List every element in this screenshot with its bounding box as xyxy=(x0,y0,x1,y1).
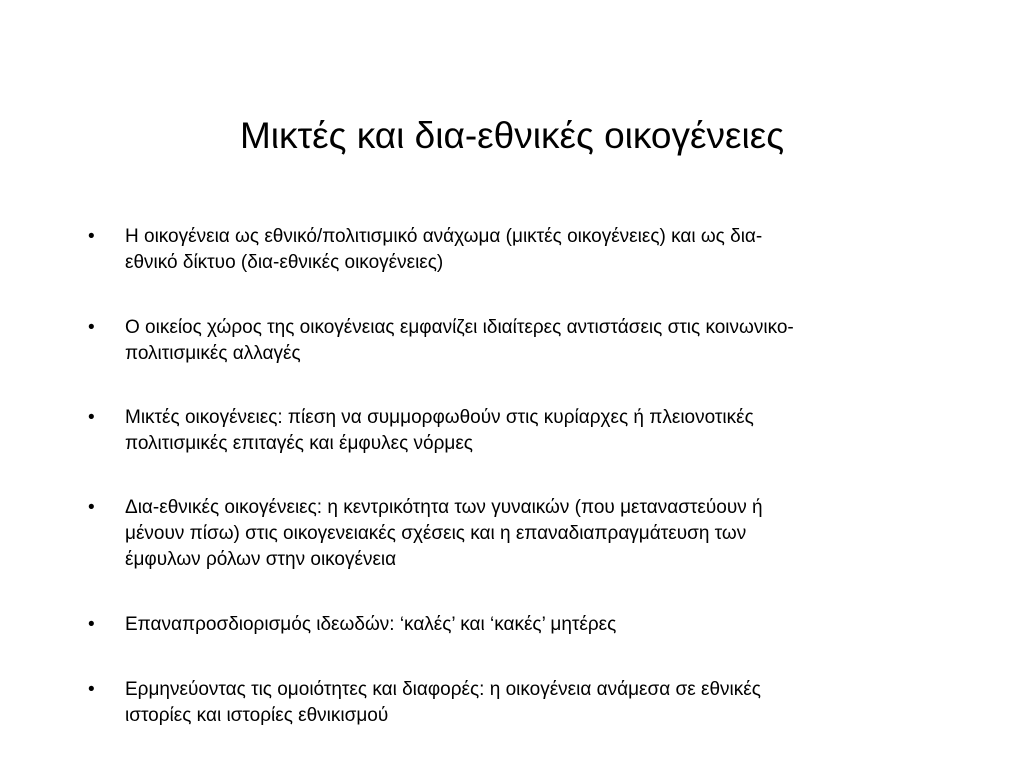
bullet-line: Η οικογένεια ως εθνικό/πολιτισμικό ανάχωμα (μικτές οικογένειες) και ως δια- xyxy=(125,226,763,247)
bullet-item xyxy=(88,495,948,573)
bullet-list xyxy=(88,224,948,729)
bullet-line: Δια-εθνικές οικογένειες: η κεντρικότητα των γυναικών (που μεταναστεύουν ή xyxy=(125,497,763,518)
bullet-line: Μικτές οικογένειες: πίεση να συμμορφωθούν στις κυρίαρχες ή πλειονοτικές xyxy=(125,407,754,428)
bullet-point-icon: • xyxy=(88,407,95,428)
bullet-line: μένουν πίσω) στις οικογενειακές σχέσεις και η επαναδιαπραγμάτευση των xyxy=(125,523,747,544)
bullet-line: ιστορίες και ιστορίες εθνικισμού xyxy=(125,705,389,726)
bullet-item xyxy=(88,405,948,457)
bullet-line: πολιτισμικές επιταγές και έμφυλες νόρμες xyxy=(125,433,473,454)
slide-title: Μικτές και δια-εθνικές οικογένειες xyxy=(239,115,785,156)
bullet-item xyxy=(88,677,948,729)
bullet-item xyxy=(88,224,948,276)
bullet-point-icon: • xyxy=(88,317,95,338)
bullet-line: έμφυλων ρόλων στην οικογένεια xyxy=(125,549,397,570)
bullet-point-icon: • xyxy=(88,614,95,635)
bullet-line: Επαναπροσδιορισμός ιδεωδών: ‘καλές’ και ‘κακές’ μητέρες xyxy=(125,614,617,635)
bullet-line: Ερμηνεύοντας τις ομοιότητες και διαφορές: η οικογένεια ανάμεσα σε εθνικές xyxy=(125,679,761,700)
bullet-point-icon: • xyxy=(88,679,95,700)
bullet-item xyxy=(88,315,948,367)
bullet-line: Ο οικείος χώρος της οικογένειας εμφανίζει ιδιαίτερες αντιστάσεις στις κοινωνικο- xyxy=(125,317,794,338)
bullet-point-icon: • xyxy=(88,497,95,518)
bullet-line: εθνικό δίκτυο (δια-εθνικές οικογένειες) xyxy=(125,252,444,273)
bullet-point-icon: • xyxy=(88,226,95,247)
bullet-item xyxy=(88,612,948,638)
bullet-line: πολιτισμικές αλλαγές xyxy=(125,343,301,364)
